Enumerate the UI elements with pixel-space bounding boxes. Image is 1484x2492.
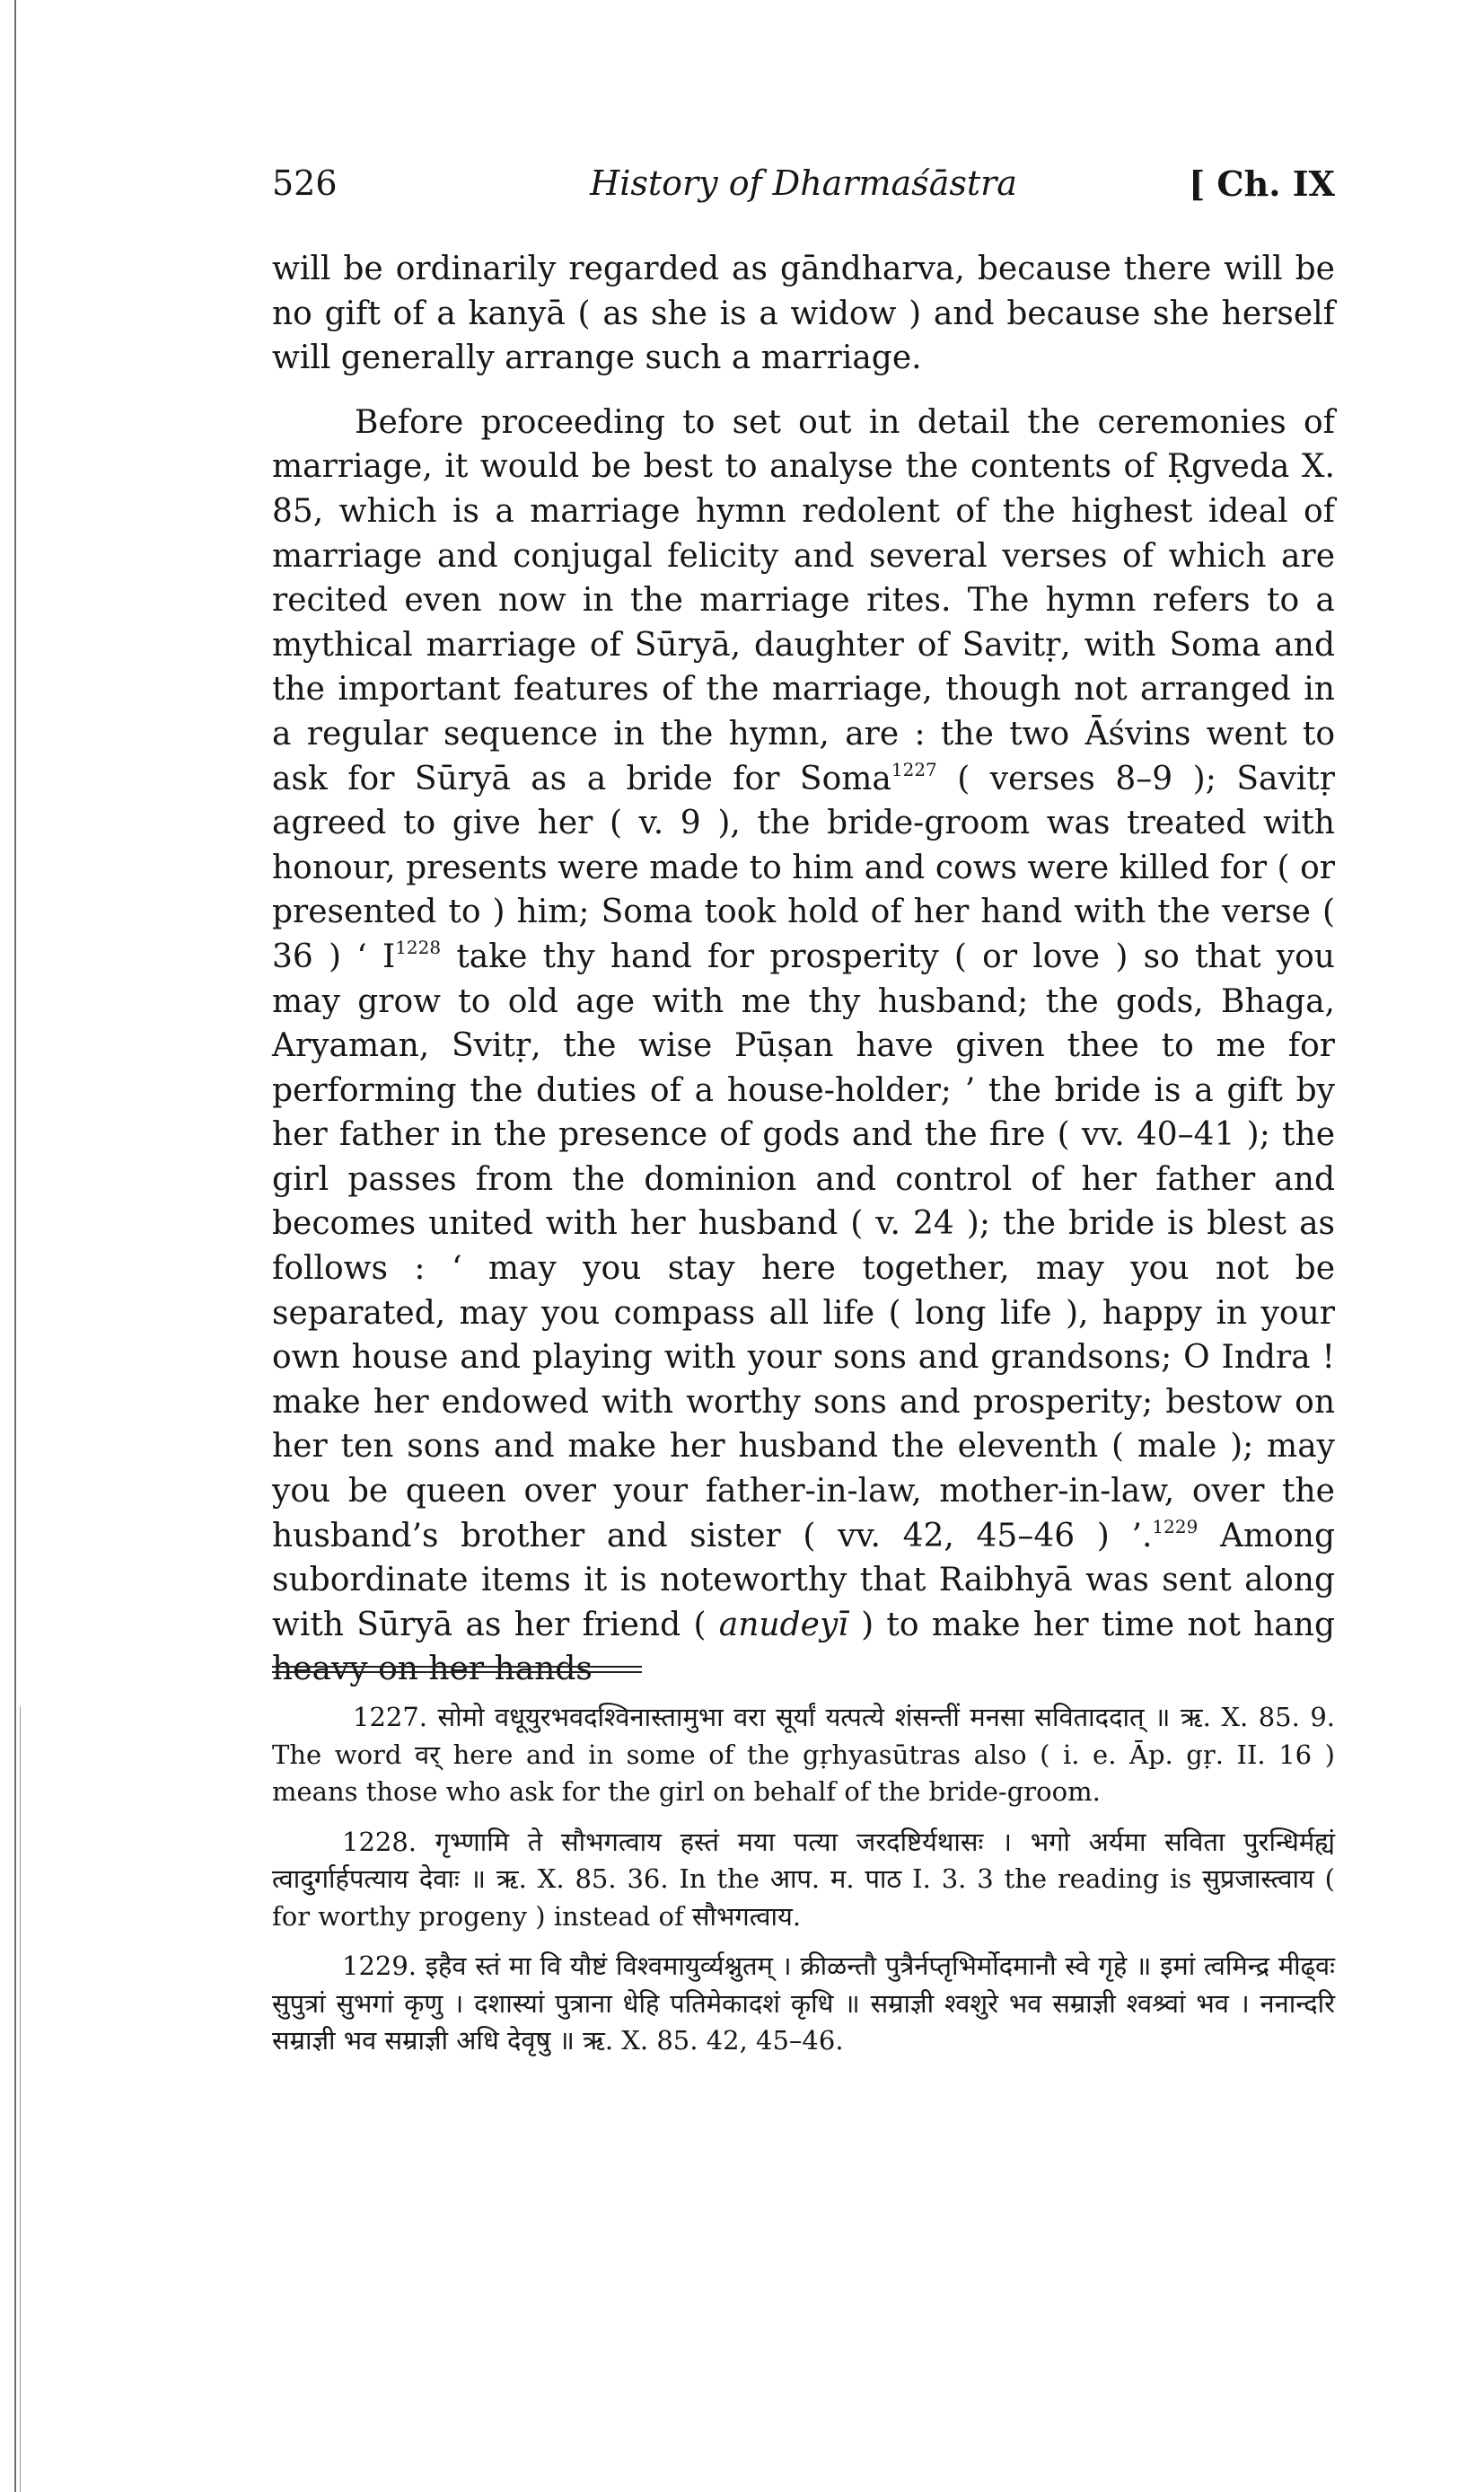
- footnote-ref-1229[interactable]: 1229: [1152, 1515, 1199, 1537]
- chapter-label: [ Ch. IX: [1189, 163, 1335, 204]
- paragraph-2: [272, 401, 1335, 1692]
- footnote-ref-1228[interactable]: 1228: [395, 936, 442, 958]
- paragraph-2-part-a: Before proceeding to set out in detail the ceremonies of marriage, it would be best to analyse the contents of Ṛgveda X. 85, which is a marriage hymn redolent of the highest ideal of marriage and conjugal felicity and several verses of which are recited even now in the marriage rites. The hymn refers to a mythical marriage of Sūryā, daughter of Savitṛ, with Soma and the important features of the marriage, though not arranged in a regular sequence in the hymn, are : the two Āśvins went to ask for Sūryā as a bride for Soma: [272, 403, 1335, 797]
- paragraph-2-part-e: ) to make her time not hang heavy on her hands: [272, 1606, 1336, 1688]
- scan-edge-line-inner: [20, 1706, 21, 2492]
- footnote-separator-rule: [272, 1666, 642, 1673]
- footnote-ref-1227[interactable]: 1227: [891, 758, 937, 780]
- paragraph-2-part-c: take thy hand for prosperity ( or love ) so that you may grow to old age with me thy husband; the gods, Bhaga, Aryaman, Svitṛ, the wise Pūṣan have given thee to me for performing the duties of a house-holder; ’ the bride is a gift by her father in the presence of gods and the fire ( vv. 40–41 ); the girl passes from the dominion and control of her father and becomes united with her husband ( v. 24 ); the bride is blest as follows : ‘ may you stay here together, may you not be separated, may you compass all life ( long life ), happy in your own house and playing with your sons and grandsons; O Indra ! make her endowed with worthy sons and prosperity; bestow on her ten sons and make her husband the eleventh ( male ); may you be queen over your father-in-law, mother-in-law, over the husband’s brother and sister ( vv. 42, 45–46 ) ’.: [272, 938, 1335, 1554]
- book-page: [272, 0, 1335, 2492]
- footnote-1227: 1227. सोमो वधूयुरभवदश्विनास्तामुभा वरा सूर्यां यत्पत्ये शंसन्तीं मनसा सविताददात् ॥ ऋ. X. 85. 9. The word वर् here and in some of the gṛhyasūtras also ( i. e. Āp. gṛ. II. 16 ) means those who ask for the girl on behalf of the bride-groom.: [272, 1702, 1335, 1807]
- footnote-1229: 1229. इहैव स्तं मा वि यौष्टं विश्वमायुर्व्यश्नुतम् । क्रीळन्तौ पुत्रैर्नप्तृभिर्मोदमानौ स्वे गृहे ॥ इमां त्वमिन्द्र मीढ्वः सुपुत्रां सुभगां कृणु । दशास्यां पुत्राना धेहि पतिमेकादशं कृधि ॥ सम्राज्ञी श्वशुरे भव सम्राज्ञी श्वश्र्वां भव । ननान्दरि सम्राज्ञी भव सम्राज्ञी अधि देवृषु ॥ ऋ. X. 85. 42, 45–46.: [272, 1950, 1335, 2056]
- scan-edge-line: [14, 0, 16, 2492]
- page-number: 526: [272, 163, 338, 203]
- paragraph-2-part-b: ( verses 8–9 ); Savitṛ agreed to give her ( v. 9 ), the bride-groom was treated with honour, presents were made to him and cows were killed for ( or presented to ) him; Soma took hold of her hand with the verse ( 36 ) ‘ I: [272, 760, 1335, 975]
- paragraph-2-part-d: Among subordinate items it is noteworthy that Raibhyā was sent along with Sūryā as her friend (: [272, 1517, 1335, 1643]
- paragraph-1: will be ordinarily regarded as gāndharva, because there will be no gift of a kanyā ( as she is a widow ) and because she herself will generally arrange such a marriage.: [272, 251, 1335, 377]
- term-anudeyi: anudeyī: [718, 1606, 848, 1643]
- footnotes: [272, 1699, 1335, 2073]
- running-head-title: History of Dharmaśāstra: [590, 163, 1017, 203]
- footnote-1228: 1228. गृभ्णामि ते सौभगत्वाय हस्तं मया पत्या जरदष्टिर्यथासः । भगो अर्यमा सविता पुरन्धिर्मह्यं त्वादुर्गार्हपत्याय देवाः ॥ ऋ. X. 85. 36. In the आप. म. पाठ I. 3. 3 the reading is सुप्रजास्त्वाय ( for worthy progeny ) instead of सौभगत्वाय.: [272, 1826, 1335, 1932]
- running-head: [272, 163, 1335, 212]
- body-text: [272, 247, 1335, 1692]
